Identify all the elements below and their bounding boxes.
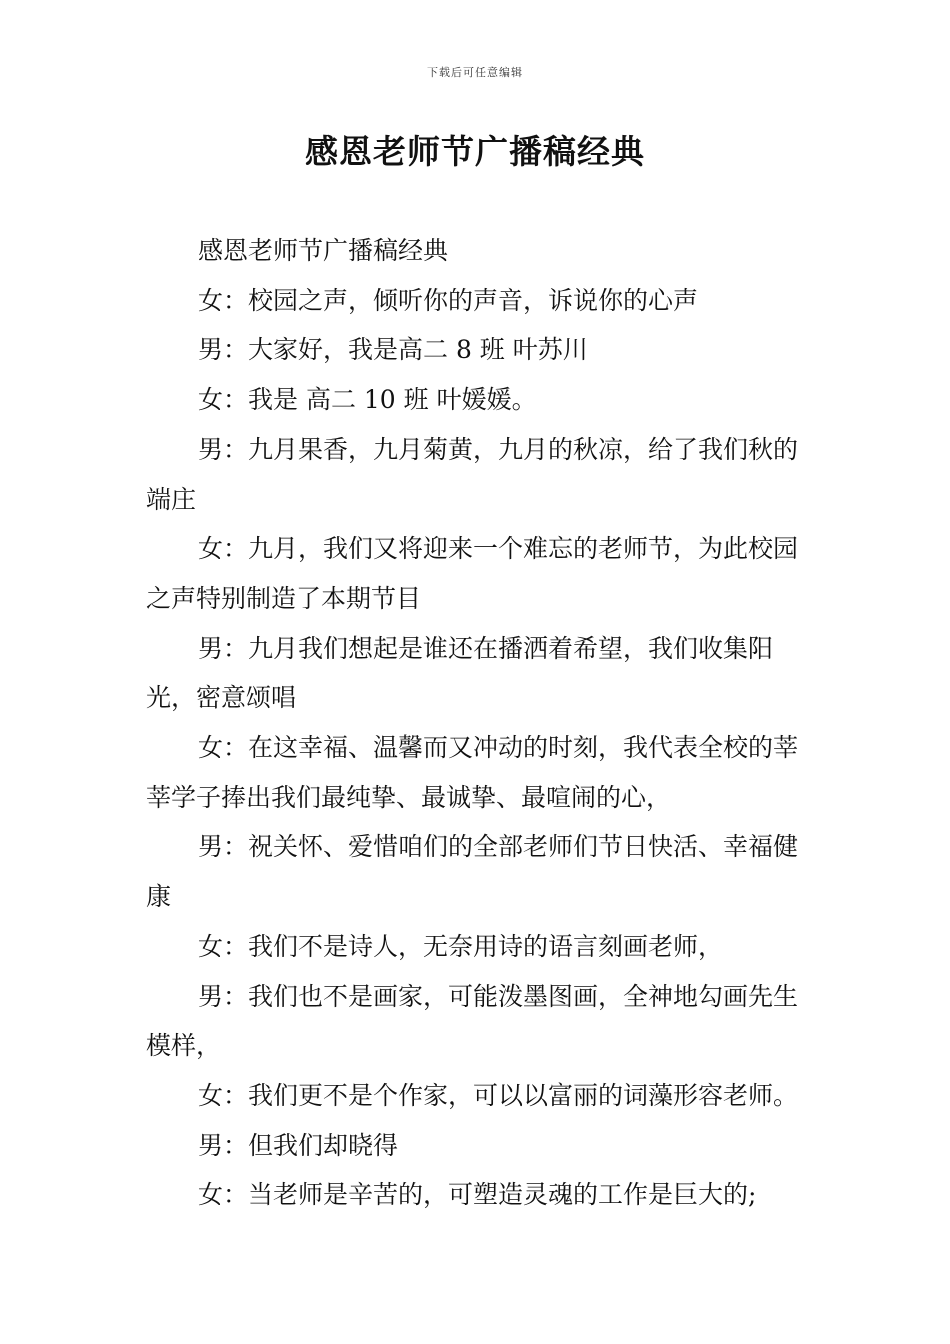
document-body: [146, 226, 810, 1220]
paragraph: 感恩老师节广播稿经典: [198, 236, 449, 265]
paragraph: 女：我是 高二 10 班 叶媛媛。: [198, 385, 537, 415]
paragraph: 女：在这幸福、温馨而又冲动的时刻，我代表全校的莘莘学子捧出我们最纯挚、最诚挚、最喧闹的心，: [146, 733, 799, 812]
paragraph: 男：但我们却晓得: [198, 1130, 399, 1160]
paragraph: 女：当老师是辛苦的，可塑造灵魂的工作是巨大的;: [198, 1180, 757, 1210]
page-header-note: 下载后可任意编辑: [427, 66, 523, 79]
document-title: 感恩老师节广播稿经典: [305, 132, 645, 171]
paragraph: 女：我们不是诗人，无奈用诗的语言刻画老师，: [198, 931, 724, 961]
paragraph: 女：九月，我们又将迎来一个难忘的老师节，为此校园之声特别制造了本期节目: [146, 534, 799, 613]
paragraph: 女：我们更不是个作家，可以以富丽的词藻形容老师。: [198, 1080, 799, 1110]
paragraph: 男：九月我们想起是谁还在播洒着希望，我们收集阳光，密意颂唱: [146, 633, 774, 713]
paragraph: 男：大家好，我是高二 8 班 叶苏川: [198, 335, 588, 365]
paragraph: 女：校园之声，倾听你的声音，诉说你的心声: [198, 285, 699, 315]
paragraph: 男：祝关怀、爱惜咱们的全部老师们节日快活、幸福健康: [146, 832, 799, 912]
paragraph: 男：九月果香，九月菊黄，九月的秋凉，给了我们秋的端庄: [146, 434, 799, 514]
paragraph: 男：我们也不是画家，可能泼墨图画，全神地勾画先生模样，: [146, 981, 799, 1061]
